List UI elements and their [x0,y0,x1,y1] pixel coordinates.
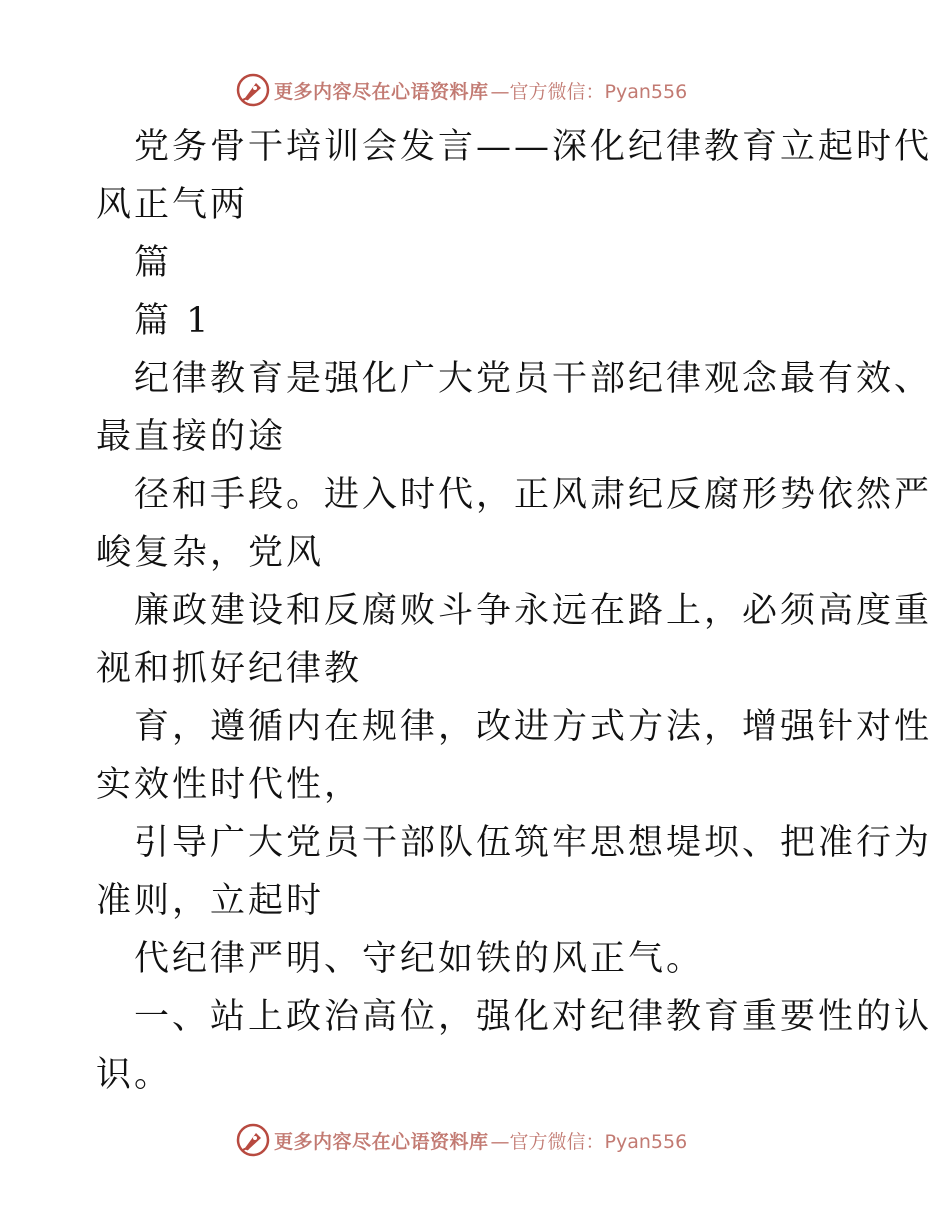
paragraph-line: 纪律教育是强化广大党员干部纪律观念最有效、 [134,359,933,399]
watermark-contact-text: —官方微信：Pyan556 [490,80,688,103]
document-title-line-1: 党务骨干培训会发言——深化纪律教育立起时代 [134,127,933,167]
paragraph-line: 廉政建设和反腐败斗争永远在路上，必须高度重 [134,591,933,631]
pen-nib-logo-icon [236,1123,270,1157]
document-title-line-2: 风正气两 [96,185,249,225]
subheading-line: 识。 [96,1055,173,1095]
section-heading: 篇 1 [134,301,212,341]
header-watermark [236,72,687,108]
paragraph-line: 育，遵循内在规律，改进方式方法，增强针对性 [134,707,933,747]
paragraph-line: 实效性时代性， [96,765,363,805]
paragraph-line: 引导广大党员干部队伍筑牢思想堤坝、把准行为 [134,823,933,863]
document-title-line-3: 篇 [134,243,173,283]
watermark-brand-text: 更多内容尽在心语资料库 [274,1130,489,1153]
watermark-contact-text: —官方微信：Pyan556 [490,1130,688,1153]
paragraph-line: 代纪律严明、守纪如铁的风正气。 [134,939,705,979]
paragraph-line: 最直接的途 [96,417,287,457]
paragraph-line: 视和抓好纪律教 [96,649,363,689]
watermark-brand-text: 更多内容尽在心语资料库 [274,80,489,103]
subheading-line: 一、站上政治高位，强化对纪律教育重要性的认 [134,997,933,1037]
paragraph-line: 径和手段。进入时代，正风肃纪反腐形势依然严 [134,475,933,515]
pen-nib-logo-icon [236,73,270,107]
document-body [96,118,933,1104]
paragraph-line: 峻复杂，党风 [96,533,325,573]
footer-watermark [236,1122,687,1158]
paragraph-line: 准则，立起时 [96,881,325,921]
